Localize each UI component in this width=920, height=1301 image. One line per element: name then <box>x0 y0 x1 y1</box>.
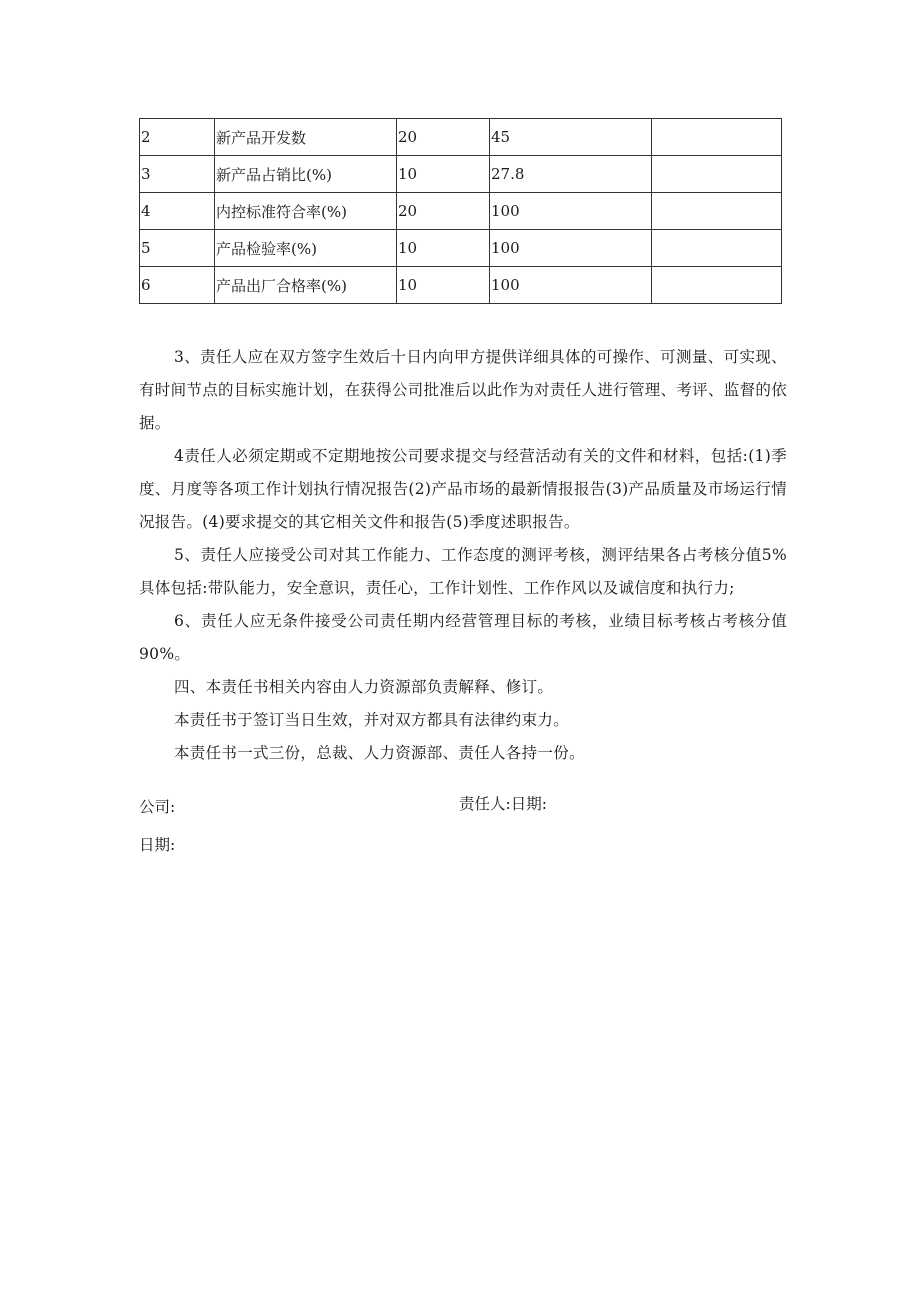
metric-name-cell: 产品出厂合格率(%) <box>215 267 397 304</box>
signature-date-label: 日期: <box>139 836 176 854</box>
table-row <box>140 230 782 267</box>
table-row <box>140 156 782 193</box>
weight-cell: 10 <box>397 156 490 193</box>
target-cell: 45 <box>490 119 652 156</box>
row-number-cell: 6 <box>140 267 215 304</box>
row-number-cell: 3 <box>140 156 215 193</box>
note-cell <box>652 156 782 193</box>
paragraph-copies: 本责任书一式三份，总裁、人力资源部、责任人各持一份。 <box>174 744 585 762</box>
table-row <box>140 193 782 230</box>
metric-name-cell: 产品检验率(%) <box>215 230 397 267</box>
note-cell <box>652 193 782 230</box>
weight-cell: 20 <box>397 119 490 156</box>
target-cell: 27.8 <box>490 156 652 193</box>
target-cell: 100 <box>490 267 652 304</box>
paragraph-item-3: 3、责任人应在双方签字生效后十日内向甲方提供详细具体的可操作、可测量、可实现、有时间节点的目标实施计划，在获得公司批准后以此作为对责任人进行管理、考评、监督的依据。 <box>139 348 787 432</box>
paragraph-item-6: 6、责任人应无条件接受公司责任期内经营管理目标的考核，业绩目标考核占考核分值90%。 <box>139 612 787 663</box>
weight-cell: 20 <box>397 193 490 230</box>
metric-name-cell: 内控标准符合率(%) <box>215 193 397 230</box>
signature-person-label: 责任人:日期: <box>459 795 547 813</box>
row-number-cell: 4 <box>140 193 215 230</box>
metric-name-cell: 新产品占销比(%) <box>215 156 397 193</box>
target-cell: 100 <box>490 230 652 267</box>
metric-name-cell: 新产品开发数 <box>215 119 397 156</box>
body-text <box>139 341 787 770</box>
row-number-cell: 2 <box>140 119 215 156</box>
weight-cell: 10 <box>397 267 490 304</box>
row-number-cell: 5 <box>140 230 215 267</box>
target-cell: 100 <box>490 193 652 230</box>
paragraph-effective: 本责任书于签订当日生效，并对双方都具有法律约束力。 <box>174 711 570 729</box>
paragraph-item-5: 5、责任人应接受公司对其工作能力、工作态度的测评考核，测评结果各占考核分值5%具体包括:带队能力，安全意识，责任心，工作计划性、工作作风以及诚信度和执行力; <box>139 546 787 597</box>
weight-cell: 10 <box>397 230 490 267</box>
paragraph-section-4: 四、本责任书相关内容由人力资源部负责解释、修订。 <box>174 678 554 696</box>
note-cell <box>652 230 782 267</box>
metrics-table <box>139 118 782 304</box>
table-row <box>140 119 782 156</box>
paragraph-item-4: 4责任人必须定期或不定期地按公司要求提交与经营活动有关的文件和材料，包括:(1)季度、月度等各项工作计划执行情况报告(2)产品市场的最新情报报告(3)产品质量及市场运行情况报告。(4)要求提交的其它相关文件和报告(5)季度述职报告。 <box>139 447 787 531</box>
table-row <box>140 267 782 304</box>
signature-company-label: 公司: <box>139 798 176 816</box>
note-cell <box>652 119 782 156</box>
note-cell <box>652 267 782 304</box>
